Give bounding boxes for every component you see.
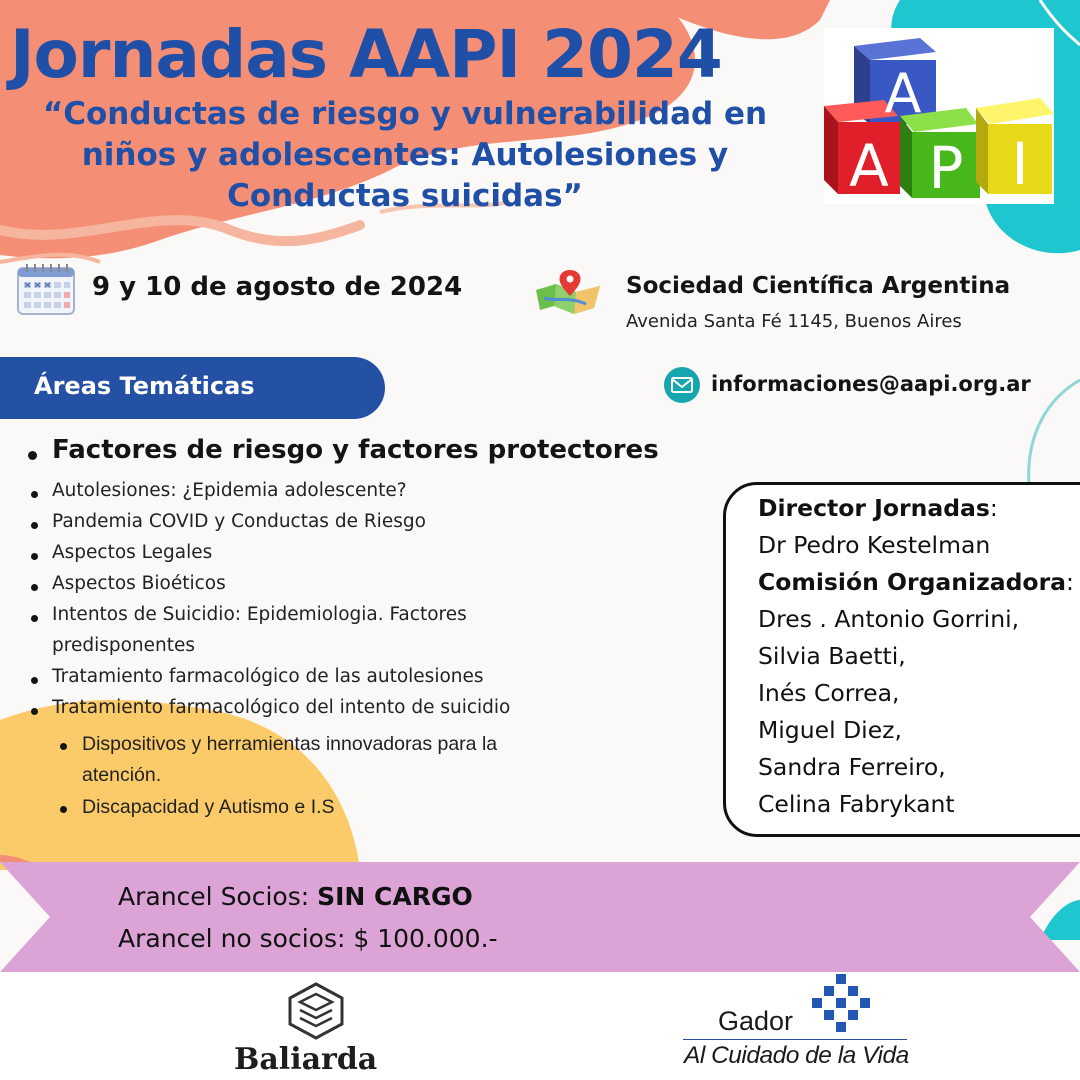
event-date: 9 y 10 de agosto de 2024 (92, 272, 463, 302)
logo-letter-i: I (1011, 130, 1029, 198)
gador-squares-icon (812, 974, 874, 1036)
bullet-icon (31, 553, 38, 560)
topic-item: Tratamiento farmacológico de las autolesiones (52, 666, 484, 687)
bullet-icon (31, 522, 38, 529)
committee-member: Dres . Antonio Gorrini, (758, 605, 1020, 633)
bullet-icon (31, 615, 38, 622)
fee-members-label: Arancel Socios: (118, 882, 318, 911)
topic-item: Autolesiones: ¿Epidemia adolescente? (52, 480, 407, 501)
topic-item: Tratamiento farmacológico del intento de suicidio (52, 697, 511, 718)
topic-item: Dispositivos y herramientas innovadoras para la (82, 733, 498, 755)
main-topic: Factores de riesgo y factores protectores (52, 435, 659, 465)
topic-item-continued: predisponentes (52, 635, 196, 656)
bullet-icon (60, 806, 67, 813)
topic-item: Intentos de Suicidio: Epidemiologia. Factores (52, 604, 467, 625)
gador-name: Gador (718, 1006, 794, 1036)
committee-member: Sandra Ferreiro, (758, 753, 946, 781)
baliarda-name: Baliarda (234, 1042, 378, 1077)
director-name: Dr Pedro Kestelman (758, 531, 991, 559)
logo-letter-p: P (928, 134, 964, 202)
fee-members (118, 882, 473, 911)
bullet-icon (31, 677, 38, 684)
contact-email-link[interactable]: informaciones@aapi.org.ar (711, 372, 1031, 396)
committee-line: Comisión Organizadora: (758, 568, 1074, 596)
page-title: Jornadas AAPI 2024 (10, 16, 722, 93)
fee-non-members: Arancel no socios: $ 100.000.- (118, 924, 498, 953)
committee-member: Miguel Diez, (758, 716, 902, 744)
bullet-icon (31, 708, 38, 715)
logo-letter-a1: A (884, 62, 922, 125)
map-pin-icon (534, 268, 602, 314)
logo-letter-a2: A (849, 132, 889, 200)
director-label: Director Jornadas (758, 494, 990, 522)
committee-member: Silvia Baetti, (758, 642, 906, 670)
topic-item: Aspectos Bioéticos (52, 573, 226, 594)
aapi-logo (824, 28, 1054, 204)
topic-item: Discapacidad y Autismo e I.S (82, 796, 335, 818)
email-icon (664, 367, 700, 403)
bullet-icon (31, 491, 38, 498)
bullet-icon (60, 743, 67, 750)
topic-item: Aspectos Legales (52, 542, 213, 563)
fee-members-value: SIN CARGO (317, 882, 473, 911)
director-line: Director Jornadas: (758, 494, 998, 522)
gador-divider (683, 1039, 907, 1040)
sponsor-footer (0, 972, 1080, 1080)
committee-member: Inés Correa, (758, 679, 900, 707)
committee-member: Celina Fabrykant (758, 790, 955, 818)
fee-banner (0, 862, 1080, 972)
gador-tagline: Al Cuidado de la Vida (684, 1042, 909, 1069)
bullet-icon (31, 584, 38, 591)
bullet-icon (28, 451, 37, 460)
topic-item-continued: atención. (82, 764, 162, 786)
venue-address: Avenida Santa Fé 1145, Buenos Aires (626, 311, 962, 332)
event-subtitle: “Conductas de riesgo y vulnerabilidad en niños y adolescentes: Autolesiones y Conductas suicidas” (42, 96, 768, 214)
topic-item: Pandemia COVID y Conductas de Riesgo (52, 511, 426, 532)
venue-name: Sociedad Científica Argentina (626, 273, 1011, 299)
areas-heading: Áreas Temáticas (34, 372, 255, 400)
calendar-icon (16, 262, 76, 316)
baliarda-logo-icon (286, 982, 346, 1040)
committee-label: Comisión Organizadora (758, 568, 1067, 596)
